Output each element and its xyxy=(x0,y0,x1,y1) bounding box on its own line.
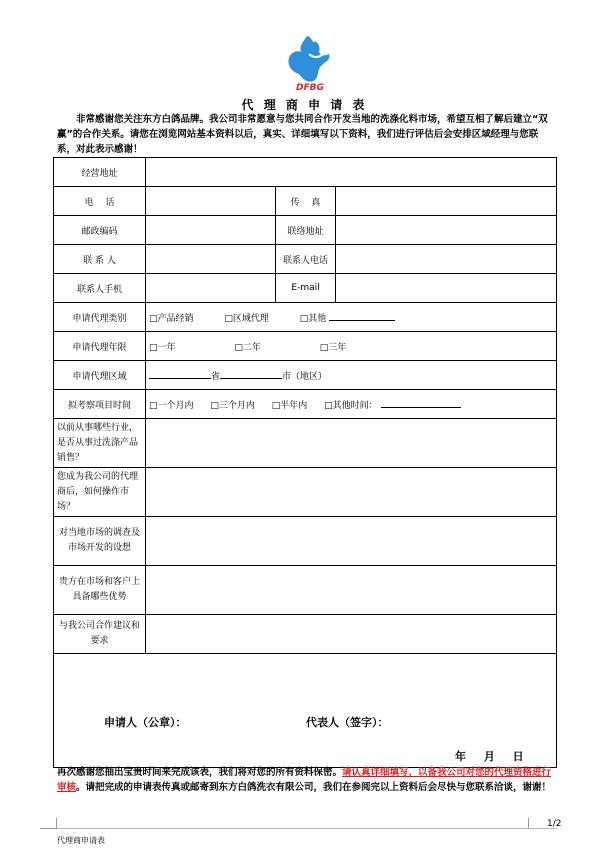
contact-address-label: 联络地址 xyxy=(276,216,336,245)
agent-type-options xyxy=(146,303,557,332)
answer-previous-industry[interactable] xyxy=(146,419,557,468)
contact-person-field[interactable] xyxy=(146,245,276,274)
agent-type-option-product[interactable]: □产品经销 xyxy=(149,313,194,324)
table-row xyxy=(54,187,557,216)
agent-region-label: 申请代理区域 xyxy=(54,361,146,390)
table-row xyxy=(54,517,557,566)
answer-suggestions[interactable] xyxy=(146,615,557,654)
agent-years-label: 申请代理年限 xyxy=(54,332,146,361)
page-number: 1/2 xyxy=(547,819,562,829)
answer-advantages[interactable] xyxy=(146,566,557,615)
fax-field[interactable] xyxy=(336,187,557,216)
footer-divider xyxy=(57,828,557,829)
table-row xyxy=(54,274,557,303)
table-row xyxy=(54,419,557,468)
table-row xyxy=(54,361,557,390)
inspect-time-option-1[interactable]: □一个月内 xyxy=(149,400,194,411)
table-row xyxy=(54,615,557,654)
table-row xyxy=(54,566,557,615)
answer-market-survey[interactable] xyxy=(146,517,557,566)
question-previous-industry: 以前从事哪些行业，是否从事过洗涤产品销售？ xyxy=(54,419,146,468)
question-suggestions: 与我公司合作建议和要求 xyxy=(54,615,146,654)
question-market-operation: 您成为我公司的代理商后，如何操作市场？ xyxy=(54,468,146,517)
contact-mobile-label: 联系人手机 xyxy=(54,274,146,303)
agent-years-option-3[interactable]: □三年 xyxy=(319,342,347,353)
agent-region-field xyxy=(146,361,557,390)
page-title: 代 理 商 申 请 表 xyxy=(241,98,368,112)
phone-label: 电 话 xyxy=(54,187,146,216)
fax-label: 传 真 xyxy=(276,187,336,216)
agent-type-label: 申请代理类别 xyxy=(54,303,146,332)
inspect-time-option-3[interactable]: □半年内 xyxy=(271,400,308,411)
province-label: 省 xyxy=(211,371,221,382)
agent-years-option-2[interactable]: □二年 xyxy=(234,342,261,353)
footer-document-name: 代理商申请表 xyxy=(57,836,105,845)
table-row xyxy=(54,390,557,419)
margin-corner-left xyxy=(40,818,57,829)
question-market-survey: 对当地市场的调查及市场开发的设想 xyxy=(54,517,146,566)
inspect-time-option-2[interactable]: □三个月内 xyxy=(210,400,255,411)
email-field[interactable] xyxy=(336,274,557,303)
province-field[interactable] xyxy=(149,369,211,379)
closing-note-part2: 。请把完成的申请表传真或邮寄到东方白鸽洗衣有限公司，我们在参阅完以上资料后会尽快与您联系洽谈，谢谢！ xyxy=(76,782,552,793)
business-address-label: 经营地址 xyxy=(54,158,146,187)
inspect-time-other-field[interactable] xyxy=(381,398,461,408)
agent-type-other-field[interactable] xyxy=(329,311,395,321)
contact-phone-field[interactable] xyxy=(336,245,557,274)
applicant-seal-label: 申请人（公章）： xyxy=(104,716,187,729)
phone-field[interactable] xyxy=(146,187,276,216)
city-label: 市（地区） xyxy=(282,371,328,382)
inspect-time-label: 拟考察项目时间 xyxy=(54,390,146,419)
table-row xyxy=(54,468,557,517)
agent-years-option-1[interactable]: □一年 xyxy=(149,342,176,353)
postcode-label: 邮政编码 xyxy=(54,216,146,245)
table-row xyxy=(54,245,557,274)
question-advantages: 贵方在市场和客户上具备哪些优势 xyxy=(54,566,146,615)
city-field[interactable] xyxy=(220,369,282,379)
date-label: 年 月 日 xyxy=(455,750,524,763)
table-row xyxy=(54,216,557,245)
business-address-field[interactable] xyxy=(146,158,557,187)
contact-mobile-field[interactable] xyxy=(146,274,276,303)
contact-phone-label: 联系人电话 xyxy=(276,245,336,274)
agent-type-option-region[interactable]: □区域代理 xyxy=(224,313,269,324)
agent-years-options xyxy=(146,332,557,361)
inspect-time-options xyxy=(146,390,557,419)
logo-text: DFBG xyxy=(296,83,324,93)
closing-note xyxy=(57,765,557,795)
email-label: E-mail xyxy=(276,274,336,303)
representative-signature-label: 代表人（签字）： xyxy=(306,716,389,729)
postcode-field[interactable] xyxy=(146,216,276,245)
table-row xyxy=(54,303,557,332)
answer-market-operation[interactable] xyxy=(146,468,557,517)
intro-paragraph: 非常感谢您关注东方白鸽品牌。我公司非常愿意与您共同合作开发当地的洗涤化料市场，希望互相了解后建立“双赢”的合作关系。请您在浏览网站基本资料以后，真实、详细填写以下资料，我们进行评估后会安排区域经理与您联系，对此表示感谢！ xyxy=(57,114,548,155)
closing-note-part1: 再次感谢您抽出宝贵时间来完成该表，我们将对您的所有资料保密。 xyxy=(57,767,343,778)
table-row xyxy=(54,332,557,361)
table-row xyxy=(54,158,557,187)
agent-type-option-other[interactable]: □其他 xyxy=(299,313,327,324)
contact-person-label: 联 系 人 xyxy=(54,245,146,274)
closing-note-highlight: 请认真详细填写，以备我公司对您的代理资格进行审核 xyxy=(57,767,552,793)
contact-address-field[interactable] xyxy=(336,216,557,245)
inspect-time-option-other[interactable]: □其他时间： xyxy=(324,400,378,411)
application-form-table xyxy=(53,157,557,768)
